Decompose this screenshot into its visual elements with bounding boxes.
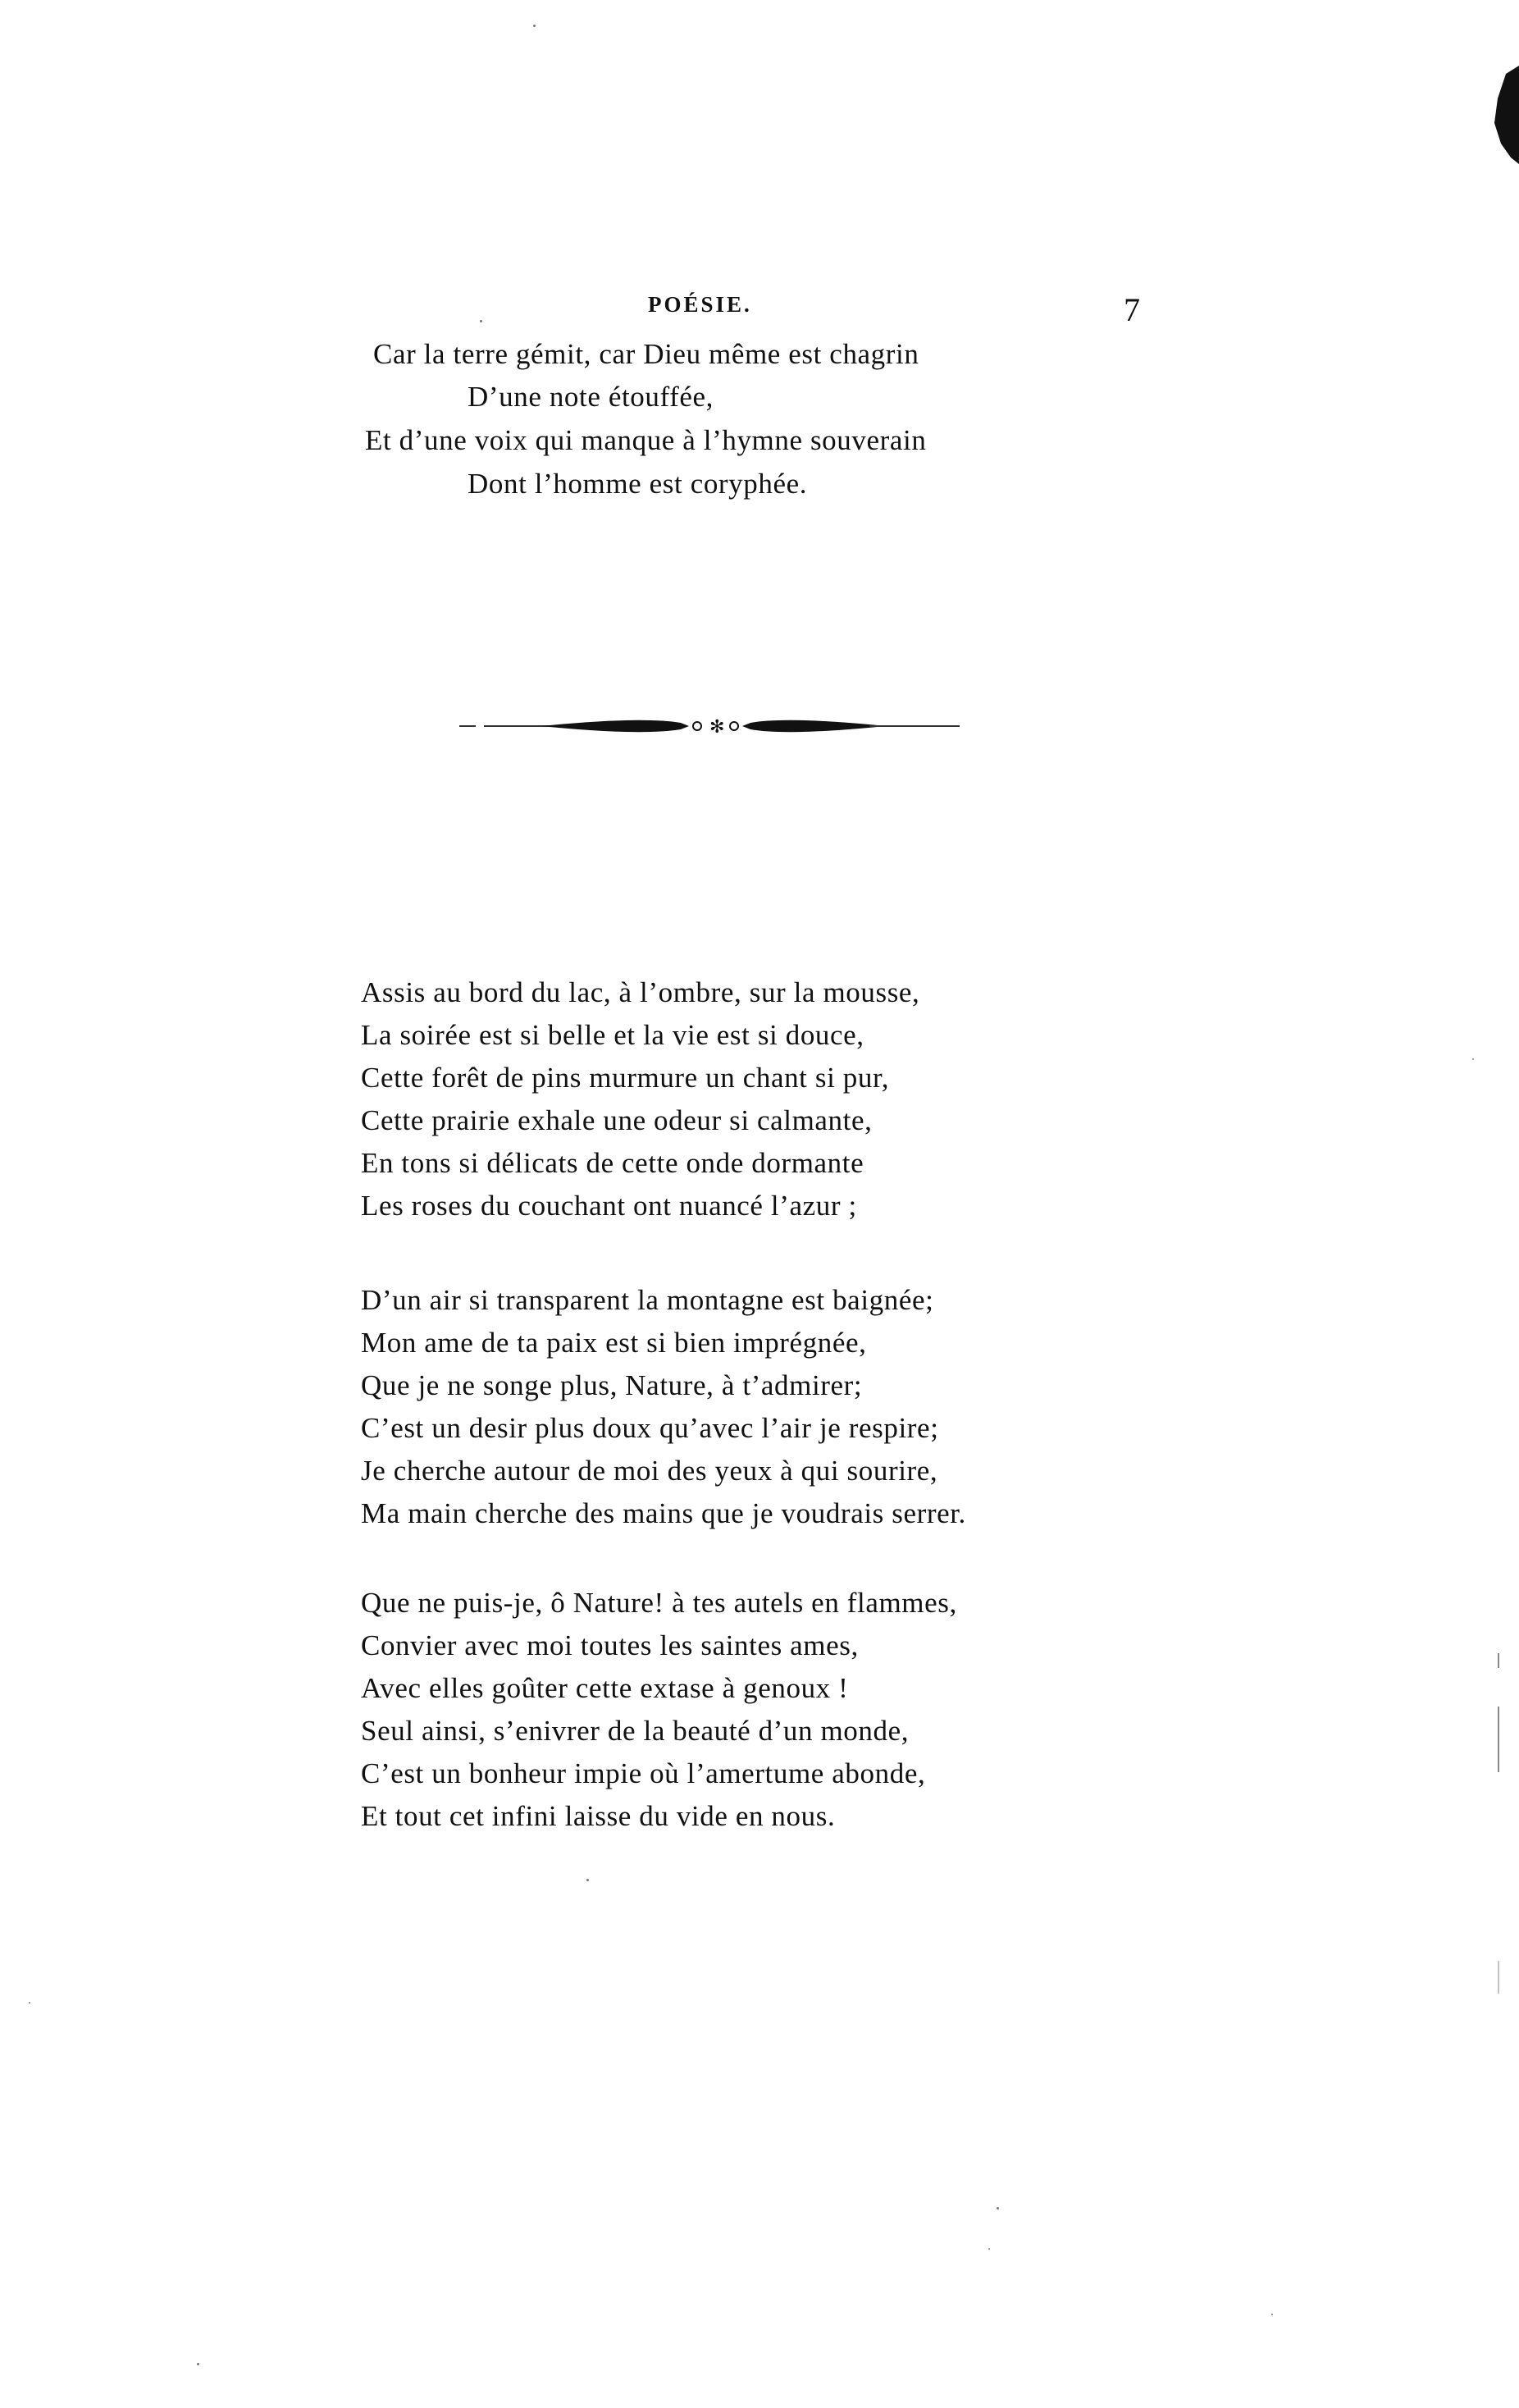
verse-line: En tons si délicats de cette onde dormante: [361, 1147, 864, 1179]
verse-line: Convier avec moi toutes les saintes ames,: [361, 1629, 859, 1661]
verse-line: Dont l’homme est coryphée.: [468, 468, 808, 500]
verse-line: D’un air si transparent la montagne est baignée;: [361, 1284, 934, 1316]
verse-line: C’est un bonheur impie où l’amertume abonde,: [361, 1757, 926, 1789]
scan-speck: [1472, 1058, 1474, 1060]
scan-speck: [480, 320, 482, 322]
scan-speck: [988, 2248, 990, 2250]
verse-line: Assis au bord du lac, à l’ombre, sur la mousse,: [361, 976, 920, 1008]
verse-line: Je cherche autour de moi des yeux à qui sourire,: [361, 1455, 938, 1487]
verse-line: C’est un desir plus doux qu’avec l’air je respire;: [361, 1412, 939, 1444]
running-head: [0, 291, 1519, 328]
verse-line: Et d’une voix qui manque à l’hymne souverain: [365, 424, 927, 456]
verse-line: Mon ame de ta paix est si bien imprégnée,: [361, 1327, 867, 1359]
scan-speck: [533, 25, 536, 27]
page-number: 7: [1124, 291, 1140, 328]
svg-text:✻: ✻: [709, 717, 725, 738]
verse-line: Avec elles goûter cette extase à genoux !: [361, 1672, 849, 1704]
verse-line: D’une note étouffée,: [468, 381, 714, 413]
scan-speck: [586, 1879, 589, 1881]
verse-line: Seul ainsi, s’enivrer de la beauté d’un monde,: [361, 1715, 910, 1747]
page-edge-mark: [1486, 66, 1519, 164]
verse-line: Que je ne songe plus, Nature, à t’admirer;: [361, 1369, 863, 1401]
verse-line: Les roses du couchant ont nuancé l’azur ;: [361, 1190, 857, 1222]
verse-line: Ma main cherche des mains que je voudrais serrer.: [361, 1497, 966, 1529]
scan-speck: [29, 2002, 30, 2004]
verse-line: Cette prairie exhale une odeur si calmante,: [361, 1104, 873, 1136]
verse-line: Cette forêt de pins murmure un chant si pur,: [361, 1062, 890, 1094]
scan-mark: [1498, 1707, 1499, 1772]
decorative-rule-icon: [459, 710, 960, 743]
verse-line: Que ne puis-je, ô Nature! à tes autels en flammes,: [361, 1587, 957, 1619]
verse-line: Et tout cet infini laisse du vide en nous.: [361, 1800, 836, 1832]
verse-line: La soirée est si belle et la vie est si douce,: [361, 1019, 864, 1051]
scan-speck: [1271, 2314, 1273, 2315]
running-title: POÉSIE.: [648, 292, 752, 317]
scan-mark: [1498, 1653, 1499, 1668]
verse-line: Car la terre gémit, car Dieu même est chagrin: [373, 338, 919, 370]
scan-mark: [1498, 1961, 1499, 1994]
scan-speck: [997, 2207, 999, 2209]
scan-speck: [197, 2363, 199, 2365]
